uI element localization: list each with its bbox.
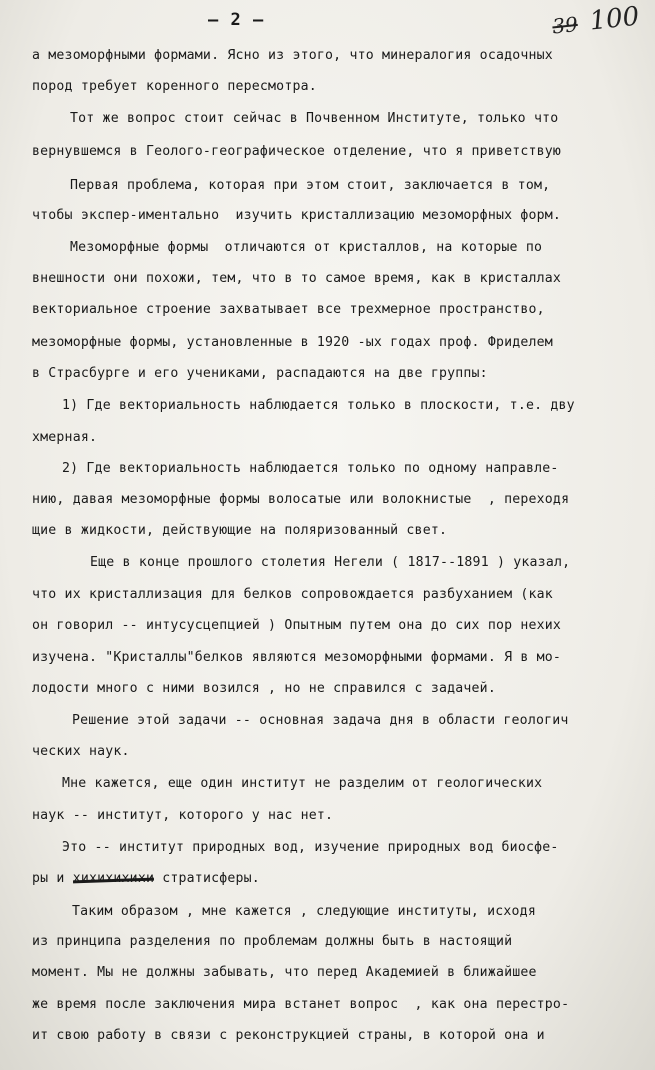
text-line: векториальное строение захватывает все трехмерное пространство,	[32, 302, 545, 317]
text-line: нию, давая мезоморфные формы волосатые или волокнистые , переходя	[32, 492, 570, 507]
archive-number-value: 100	[588, 1, 641, 37]
text-fragment: стратисферы.	[162, 871, 260, 886]
text-line: пород требует коренного пересмотра.	[32, 79, 317, 94]
text-line: же время после заключения мира встанет вопрос , как она перестро-	[32, 997, 570, 1012]
text-line: наук -- институт, которого у нас нет.	[32, 808, 334, 823]
text-line: Мне кажется, еще один институт не разделим от геологических	[62, 776, 543, 791]
text-line: Первая проблема, которая при этом стоит, заключается в том,	[70, 178, 551, 193]
archive-number-struck: 39	[551, 11, 579, 39]
text-line: щие в жидкости, действующие на поляризованный свет.	[32, 523, 448, 538]
text-line: Еще в конце прошлого столетия Негели ( 1817--1891 ) указал,	[90, 555, 571, 570]
text-line: Тот же вопрос стоит сейчас в Почвенном Институте, только что	[70, 111, 559, 126]
text-line: изучена. "Кристаллы"белков являются мезоморфными формами. Я в мо-	[32, 650, 562, 665]
text-line: момент. Мы не должны забывать, что перед Академией в ближайшее	[32, 965, 537, 980]
page-number: — 2 —	[208, 10, 265, 30]
archive-number	[551, 2, 641, 41]
text-line: а мезоморфными формами. Ясно из этого, что минералогия осадочных	[32, 48, 553, 63]
text-line: Решение этой задачи -- основная задача дня в области геологич	[72, 713, 569, 728]
text-line: 2) Где векториальность наблюдается только по одному направле-	[62, 461, 559, 476]
text-fragment: ры и	[32, 871, 65, 886]
text-line: вернувшемся в Геолого-географическое отделение, что я приветствую	[32, 144, 562, 159]
text-line: внешности они похожи, тем, что в то самое время, как в кристаллах	[32, 271, 562, 286]
text-line: Таким образом , мне кажется , следующие институты, исходя	[72, 904, 536, 919]
text-line: Мезоморфные формы отличаются от кристаллов, на которые по	[70, 240, 543, 255]
text-line: Это -- институт природных вод, изучение природных вод биосфе-	[62, 840, 559, 855]
text-line: он говорил -- интусусцепцией ) Опытным путем она до сих пор нехих	[32, 618, 562, 633]
text-line: лодости много с ними возился , но не справился с задачей.	[32, 681, 496, 696]
text-line: ческих наук.	[32, 744, 130, 759]
text-line: ит свою работу в связи с реконструкцией страны, в которой она и	[32, 1028, 545, 1043]
text-line: 1) Где векториальность наблюдается только в плоскости, т.е. дву	[62, 398, 575, 413]
text-line: чтобы экспер-иментально изучить кристаллизацию мезоморфных форм.	[32, 208, 562, 223]
text-line: мезоморфные формы, установленные в 1920 -ых годах проф. Фриделем	[32, 335, 553, 350]
text-line	[32, 869, 655, 889]
text-line: хмерная.	[32, 430, 98, 445]
text-line: в Страсбурге и его учениками, распадаются на две группы:	[32, 366, 488, 381]
struck-out-text: хихихихихи	[72, 871, 155, 886]
text-line: из принципа разделения по проблемам должны быть в настоящий	[32, 934, 513, 949]
text-line: что их кристаллизация для белков сопровождается разбуханием (как	[32, 587, 553, 602]
